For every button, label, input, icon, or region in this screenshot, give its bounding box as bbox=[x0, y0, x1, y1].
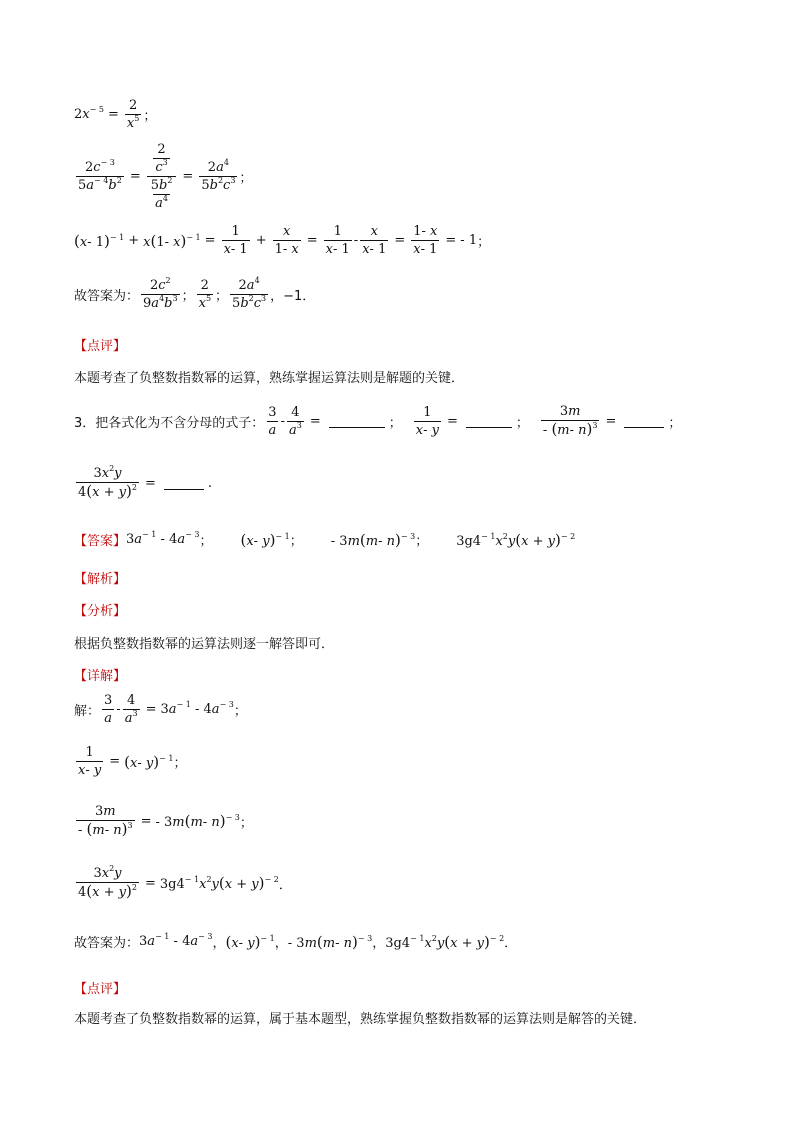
question-3-prefix: 3．把各式化为不含分母的式子： bbox=[74, 415, 265, 431]
question-3: 3．把各式化为不含分母的式子： $\frac{3}{a}$ - $\frac{4}{a^3}$ = ； $\frac{1}{x- y}$ = ； $\frac{3m}{- (m- n)^3}$ = ； bbox=[74, 404, 682, 438]
fenxi-text: 根据负整数指数幂的运算法则逐一解答即可． bbox=[74, 637, 335, 652]
final-answer-line: 故答案为： $3a^{- 1} - 4a^{- 3}$ ， (x- y)$^{- 1}$ ， - 3m(m- n)$^{- 3}$ ， $3g4^{- 1}x^2y(x + y)^{- 2}$ ． bbox=[74, 932, 518, 951]
analysis-tag: 【解析】 bbox=[74, 572, 127, 587]
solution-line-1: 解： $\frac{3}{a}$ - $\frac{4}{a^3}$ = $3a^{- 1} - 4a^{- 3}$ ； bbox=[74, 693, 247, 726]
comment-text-2: 本题考查了负整数指数幂的运算，属于基本题型，熟练掌握负整数指数幂的运算法则是解答的关键． bbox=[74, 1012, 647, 1027]
answer-blank-1[interactable] bbox=[329, 415, 385, 428]
equation-2x-neg5: $2x^{- 5}$ = $\frac{2}{x^5}$ ； bbox=[74, 98, 157, 131]
answer-end: ，−1． bbox=[270, 289, 316, 304]
comment-tag-2: 【点评】 bbox=[74, 982, 127, 997]
comment-tag-1: 【点评】 bbox=[74, 339, 127, 354]
answer-blank-3[interactable] bbox=[624, 415, 664, 428]
previous-answer-line: 故答案为： $\frac{2c^2}{9a^4b^3}$ ； $\frac{2}{x^5}$ ； $\frac{2a^4}{5b^2c^3}$ ，−1． bbox=[74, 276, 316, 311]
solution-line-2: $\frac{1}{x- y}$ = (x- y)$^{- 1}$ ； bbox=[78, 745, 187, 778]
solution-line-3: $\frac{3m}{- (m- n)^3}$ = - 3m(m- n)$^{- 3}$ ； bbox=[78, 804, 253, 838]
equation-sum: (x- 1)$^{- 1}$ + x(1- x)$^{- 1}$ = $\frac{1}{x- 1}$ + $\frac{x}{1- x}$ = $\frac{1}{x- 1}$ - $\frac{x}{x- 1}$ = $\frac{1- x}{x- 1}$ = - 1 ； bbox=[74, 224, 491, 257]
answer-label: 故答案为： bbox=[74, 289, 140, 304]
question-3-part-4: $\frac{3x^2y}{4(x + y)^2}$ = . bbox=[78, 464, 213, 500]
answer-blank-2[interactable] bbox=[466, 415, 512, 428]
answer-row: 【答案】 $3a^{- 1} - 4a^{- 3}$ ； (x- y)$^{- 1}$ ； - 3m(m- n)$^{- 3}$ ； $3g4^{- 1}x^2y(x + y)^{- 2}$ bbox=[74, 530, 576, 549]
equation-complex-fraction: $\frac{2c^{- 3}}{5a^{- 4}b^2}$ = $\frac{\frac{2}{c^3}}{\frac{5b^2}{a^4}}$ = $\frac{2a^4}{5b^2c^3}$ ； bbox=[78, 142, 253, 211]
detail-tag: 【详解】 bbox=[74, 669, 127, 684]
final-answer-label: 故答案为： bbox=[74, 936, 140, 951]
solution-line-4: $\frac{3x^2y}{4(x + y)^2}$ = $3g4^{- 1}x^2y(x + y)^{- 2}$ ． bbox=[78, 864, 292, 900]
solution-prefix: 解： bbox=[74, 704, 101, 719]
answer-blank-4[interactable] bbox=[164, 477, 204, 490]
comment-text-1: 本题考查了负整数指数幂的运算，熟练掌握运算法则是解题的关键． bbox=[74, 371, 465, 386]
fenxi-tag: 【分析】 bbox=[74, 604, 127, 619]
